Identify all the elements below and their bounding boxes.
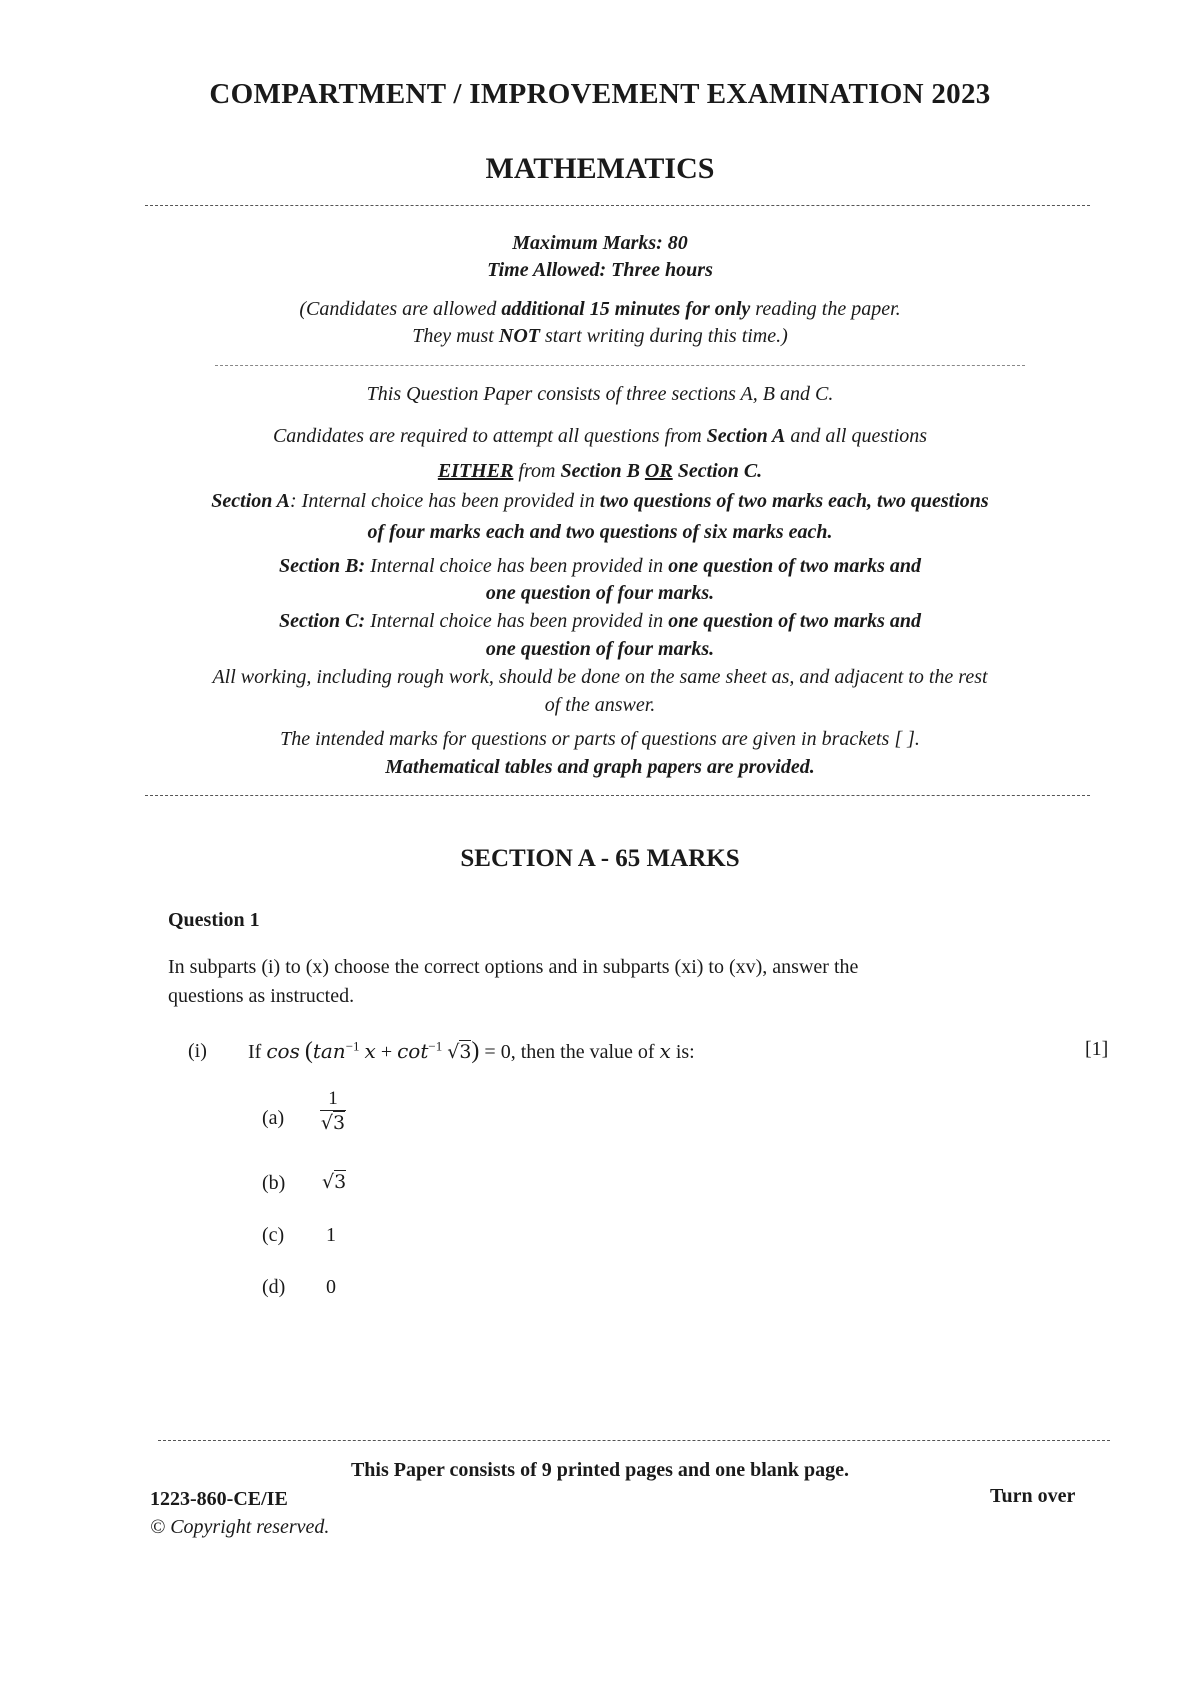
option-c-label: (c) xyxy=(262,1224,285,1246)
question-intro-line2: questions as instructed. xyxy=(168,985,355,1007)
divider-instructions xyxy=(145,795,1090,796)
option-a-label: (a) xyxy=(262,1107,285,1129)
divider-top xyxy=(145,205,1090,206)
subpart-marks: [1] xyxy=(1085,1038,1109,1060)
instruction-sections: This Question Paper consists of three sections A, B and C. xyxy=(366,383,834,405)
option-d-value: 0 xyxy=(326,1276,336,1298)
option-b-label: (b) xyxy=(262,1172,286,1194)
marks-note: The intended marks for questions or parts of questions are given in brackets [ ]. xyxy=(280,728,920,750)
instruction-attempt: Candidates are required to attempt all questions from Section A and all questions xyxy=(272,425,928,447)
copyright: © Copyright reserved. xyxy=(150,1516,330,1538)
max-marks: Maximum Marks: 80 xyxy=(512,232,688,254)
section-c-choice-line1: Section C: Internal choice has been provided in one question of two marks and xyxy=(278,610,922,632)
pages-note: This Paper consists of 9 printed pages and one blank page. xyxy=(350,1459,850,1481)
option-b-value: √3 xyxy=(322,1171,347,1193)
exam-title: COMPARTMENT / IMPROVEMENT EXAMINATION 2023 xyxy=(209,78,991,110)
divider-footer xyxy=(158,1440,1110,1441)
section-a-heading: SECTION A - 65 MARKS xyxy=(460,845,740,872)
question-label: Question 1 xyxy=(168,909,260,931)
section-a-choice-line2: of four marks each and two questions of six marks each. xyxy=(367,521,833,543)
subpart-number: (i) xyxy=(188,1040,207,1062)
option-c-value: 1 xyxy=(326,1224,336,1246)
section-a-choice-line1: Section A: Internal choice has been provided in two questions of two marks each, two questions xyxy=(211,490,989,512)
question-intro-line1: In subparts (i) to (x) choose the correct options and in subparts (xi) to (xv), answer the xyxy=(168,956,859,978)
option-a-value: $\frac{1}{√3}$ xyxy=(320,1088,346,1134)
reading-time-line2: They must NOT start writing during this time.) xyxy=(412,325,788,347)
turn-over: Turn over xyxy=(990,1485,1076,1507)
section-b-choice-line1: Section B: Internal choice has been provided in one question of two marks and xyxy=(278,555,922,577)
section-c-choice-line2: one question of four marks. xyxy=(485,638,715,660)
option-d-label: (d) xyxy=(262,1276,286,1298)
tables-note: Mathematical tables and graph papers are provided. xyxy=(385,756,815,778)
instruction-either-or: EITHER from Section B OR Section C. xyxy=(437,460,763,482)
section-b-choice-line2: one question of four marks. xyxy=(485,582,715,604)
working-note-line1: All working, including rough work, should be done on the same sheet as, and adjacent to the rest xyxy=(212,666,988,688)
subpart-question: If $\cos (\tan^{-1}$ $x + \cot^{-1} √3) = 0$, then the value of x is: xyxy=(248,1038,695,1064)
subject-title: MATHEMATICS xyxy=(485,152,715,185)
working-note-line2: of the answer. xyxy=(544,694,656,716)
reading-time-line1: (Candidates are allowed additional 15 minutes for only reading the paper. xyxy=(299,298,901,320)
paper-code: 1223-860-CE/IE xyxy=(150,1488,288,1510)
time-allowed: Time Allowed: Three hours xyxy=(487,259,713,281)
divider-reading xyxy=(215,365,1025,366)
